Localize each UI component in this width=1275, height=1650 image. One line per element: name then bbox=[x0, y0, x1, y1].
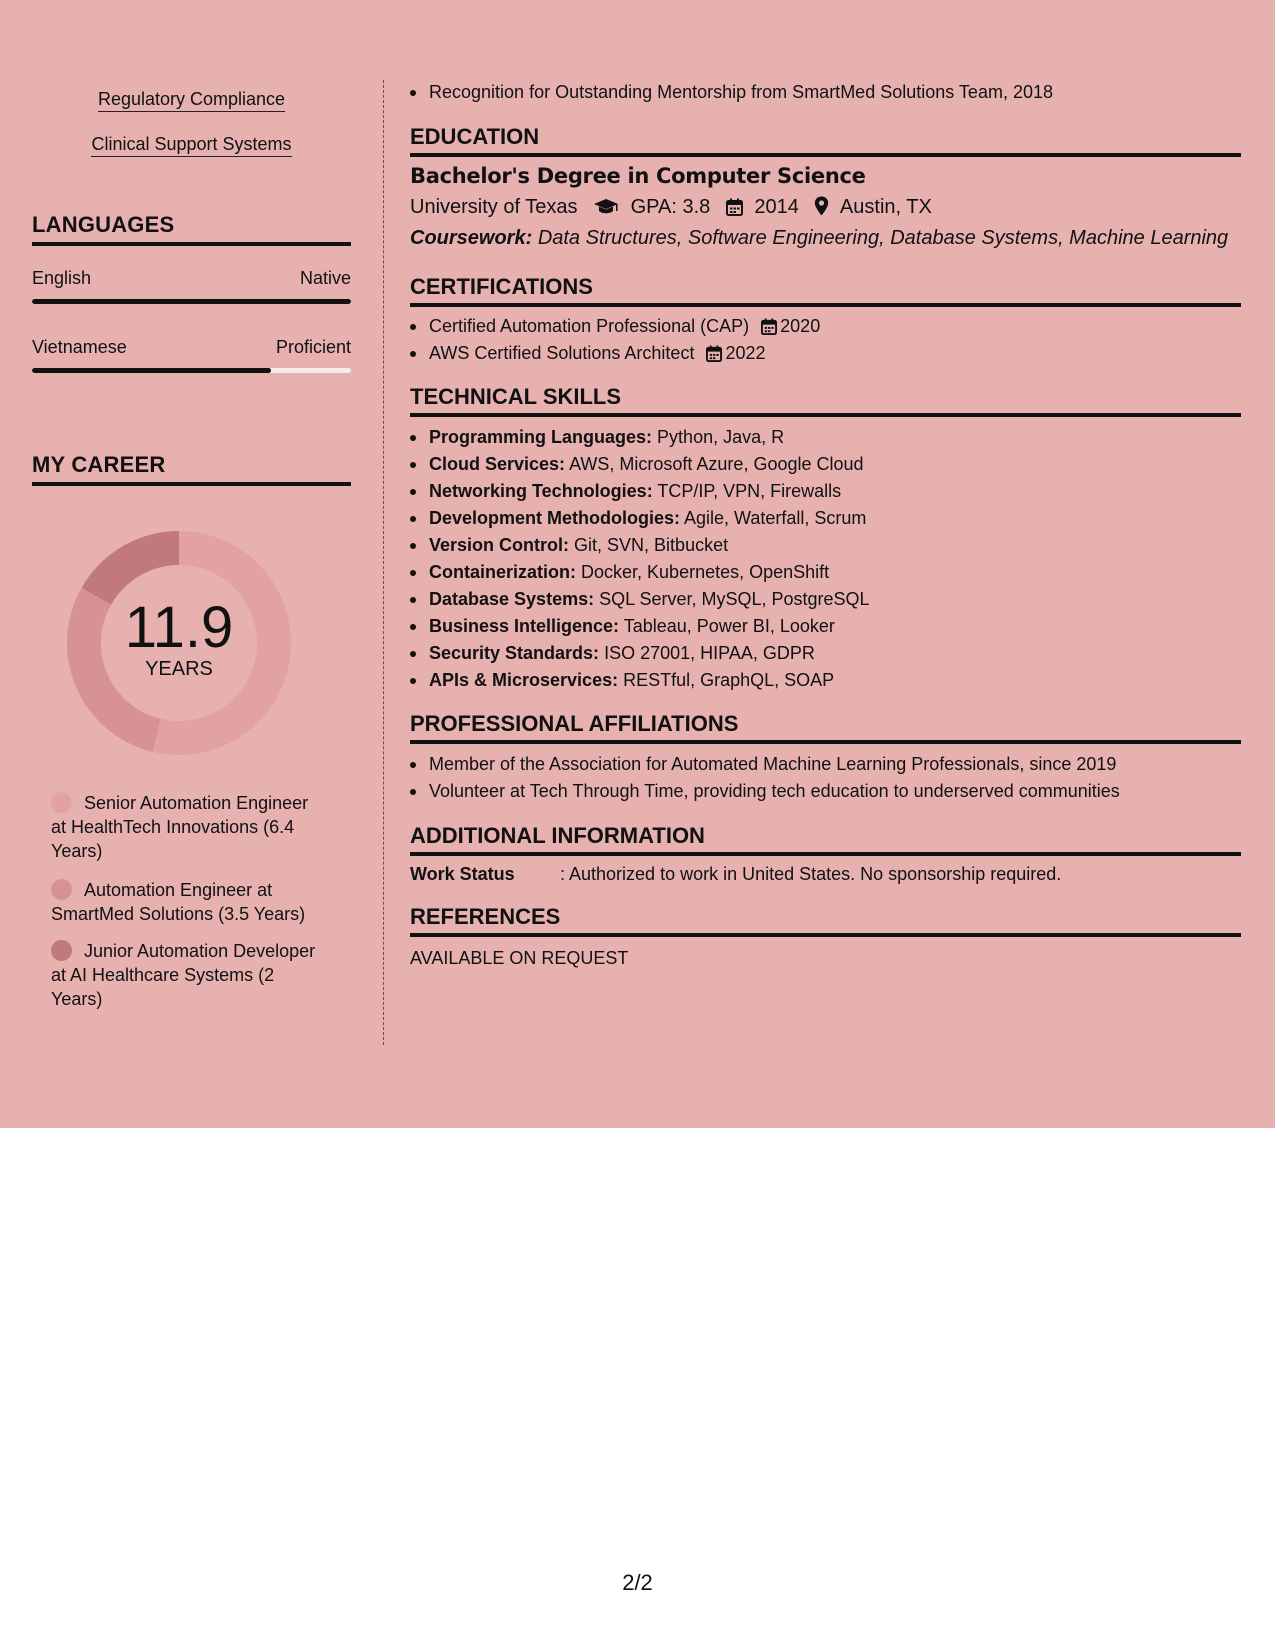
calendar-icon bbox=[726, 198, 743, 222]
affiliation-item: Member of the Association for Automated Machine Learning Professionals, since 2019 bbox=[410, 753, 1241, 775]
skill-item: Programming Languages: Python, Java, R bbox=[410, 426, 1241, 448]
graduation-year: 2014 bbox=[754, 196, 799, 218]
language-name: Vietnamese bbox=[32, 337, 127, 357]
career-legend-item bbox=[51, 791, 326, 863]
language-bar-fill bbox=[32, 368, 271, 373]
certification-name: Certified Automation Professional (CAP) bbox=[429, 316, 750, 336]
additional-info-heading: ADDITIONAL INFORMATION bbox=[410, 823, 1241, 856]
page-number: 2/2 bbox=[622, 1570, 653, 1595]
language-level: Native bbox=[299, 268, 351, 288]
certification-year: 2022 bbox=[725, 343, 766, 363]
legend-dot bbox=[51, 940, 72, 961]
coursework-label: Coursework: bbox=[410, 227, 533, 249]
affiliation-item: Volunteer at Tech Through Time, providing tech education to underserved communities bbox=[410, 780, 1241, 802]
work-status-row bbox=[410, 864, 1061, 885]
gpa: GPA: 3.8 bbox=[630, 196, 711, 218]
skill-tag: Clinical Support Systems bbox=[32, 133, 351, 155]
skill-item: Development Methodologies: Agile, Waterfall, Scrum bbox=[410, 507, 1241, 529]
certification-item bbox=[410, 315, 1241, 340]
references-heading: REFERENCES bbox=[410, 904, 1241, 937]
education-location: Austin, TX bbox=[839, 196, 932, 218]
column-divider bbox=[383, 80, 384, 1045]
education-details bbox=[410, 196, 932, 222]
career-donut-chart bbox=[66, 530, 292, 756]
certification-year: 2020 bbox=[780, 316, 821, 336]
language-row bbox=[32, 337, 351, 358]
location-pin-icon bbox=[814, 196, 829, 222]
career-unit: YEARS bbox=[145, 658, 213, 680]
career-legend-item bbox=[51, 878, 326, 926]
donut-center bbox=[66, 530, 292, 756]
coursework bbox=[410, 227, 1228, 250]
work-status-value: : Authorized to work in United States. No sponsorship required. bbox=[560, 864, 1062, 884]
skill-item: Networking Technologies: TCP/IP, VPN, Firewalls bbox=[410, 480, 1241, 502]
certification-name: AWS Certified Solutions Architect bbox=[429, 343, 695, 363]
skill-item: Cloud Services: AWS, Microsoft Azure, Google Cloud bbox=[410, 453, 1241, 475]
skill-item: Database Systems: SQL Server, MySQL, PostgreSQL bbox=[410, 588, 1241, 610]
skill-item: Business Intelligence: Tableau, Power BI, Looker bbox=[410, 615, 1241, 637]
skill-item: Version Control: Git, SVN, Bitbucket bbox=[410, 534, 1241, 556]
technical-skills-heading: TECHNICAL SKILLS bbox=[410, 384, 1241, 417]
language-bar-fill bbox=[32, 299, 351, 304]
calendar-icon bbox=[761, 318, 777, 340]
language-level: Proficient bbox=[275, 337, 351, 357]
skill-item: APIs & Microservices: RESTful, GraphQL, SOAP bbox=[410, 669, 1241, 691]
legend-label: Automation Engineer at SmartMed Solutions (3.5 Years) bbox=[51, 880, 306, 924]
calendar-icon bbox=[706, 345, 722, 367]
legend-dot bbox=[51, 792, 72, 813]
languages-heading: LANGUAGES bbox=[32, 212, 351, 246]
school-name: University of Texas bbox=[410, 196, 578, 218]
degree-title: Bachelor's Degree in Computer Science bbox=[410, 164, 866, 188]
certifications-heading: CERTIFICATIONS bbox=[410, 274, 1241, 307]
graduation-cap-icon bbox=[593, 198, 619, 222]
affiliations-heading: PROFESSIONAL AFFILIATIONS bbox=[410, 711, 1241, 744]
skill-tag: Regulatory Compliance bbox=[32, 88, 351, 110]
legend-label: Senior Automation Engineer at HealthTech Innovations (6.4 Years) bbox=[51, 793, 309, 861]
skill-item: Containerization: Docker, Kubernetes, OpenShift bbox=[410, 561, 1241, 583]
work-status-label: Work Status bbox=[410, 864, 515, 884]
skill-item: Security Standards: ISO 27001, HIPAA, GDPR bbox=[410, 642, 1241, 664]
legend-dot bbox=[51, 879, 72, 900]
references-text: AVAILABLE ON REQUEST bbox=[410, 948, 629, 968]
coursework-list: Data Structures, Software Engineering, Database Systems, Machine Learning bbox=[537, 227, 1229, 249]
language-bar bbox=[32, 299, 351, 304]
language-row bbox=[32, 268, 351, 289]
language-bar bbox=[32, 368, 351, 373]
language-name: English bbox=[32, 268, 92, 288]
career-heading: MY CAREER bbox=[32, 452, 351, 486]
legend-label: Junior Automation Developer at AI Healthcare Systems (2 Years) bbox=[51, 941, 316, 1009]
certification-item bbox=[410, 342, 1241, 367]
award-item: Recognition for Outstanding Mentorship from SmartMed Solutions Team, 2018 bbox=[410, 81, 1241, 103]
career-legend-item bbox=[51, 939, 326, 1011]
career-total: 11.9 bbox=[124, 595, 234, 660]
education-heading: EDUCATION bbox=[410, 124, 1241, 157]
